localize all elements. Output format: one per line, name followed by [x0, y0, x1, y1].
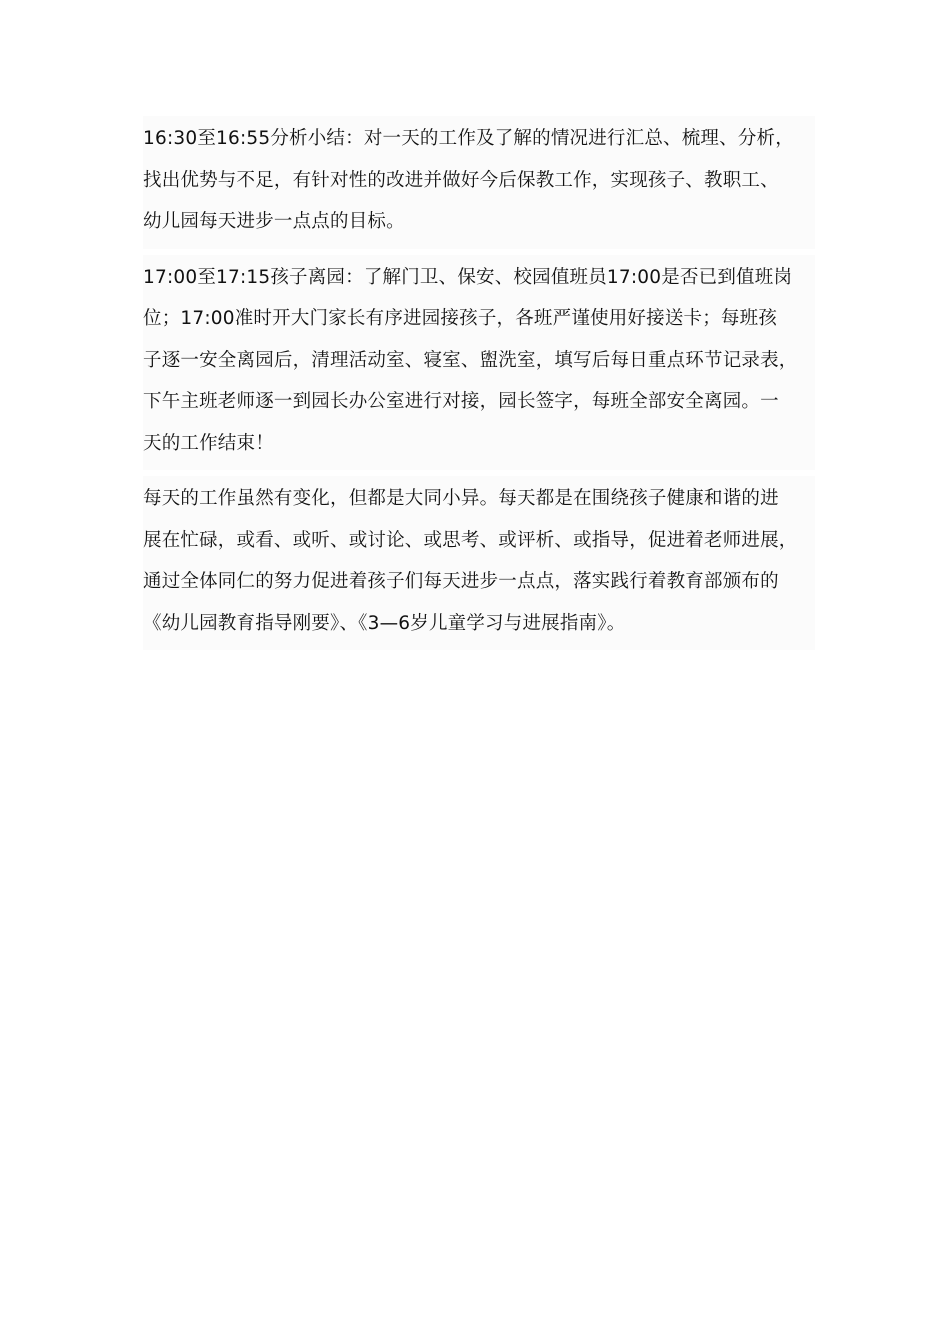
text-line: 子逐一安全离园后，清理活动室、寝室、盥洗室，填写后每日重点环节记录表，: [143, 349, 798, 371]
text-line: 17:00至17:15孩子离园：了解门卫、保安、校园值班员17:00是否已到值班岗: [143, 266, 793, 288]
text-line: 《幼儿园教育指导刚要》、《3—6岁儿童学习与进展指南》。: [143, 612, 626, 634]
paragraph-daily-conclusion: [143, 476, 815, 650]
text-line: 下午主班老师逐一到园长办公室进行对接，园长签字，每班全部安全离园。一: [143, 391, 779, 412]
text-line: 幼儿园每天进步一点点的目标。: [143, 211, 405, 232]
text-line: 天的工作结束！: [143, 432, 274, 454]
text-line: 每天的工作虽然有变化，但都是大同小异。每天都是在围绕孩子健康和谐的进: [143, 488, 779, 509]
text-line: 16:30至16:55分析小结：对一天的工作及了解的情况进行汇总、梳理、分析，: [143, 128, 794, 149]
paragraph-analysis-summary: [143, 116, 815, 249]
text-line: 通过全体同仁的努力促进着孩子们每天进步一点点，落实践行着教育部颁布的: [143, 571, 779, 592]
text-line: 找出优势与不足，有针对性的改进并做好今后保教工作，实现孩子、教职工、: [143, 169, 779, 191]
text-line: 位；17:00准时开大门家长有序进园接孩子，各班严谨使用好接送卡；每班孩: [143, 308, 778, 329]
document-body: [143, 116, 815, 656]
paragraph-children-leaving: [143, 255, 815, 471]
text-line: 展在忙碌，或看、或听、或讨论、或思考、或评析、或指导，促进着老师进展，: [143, 529, 798, 551]
